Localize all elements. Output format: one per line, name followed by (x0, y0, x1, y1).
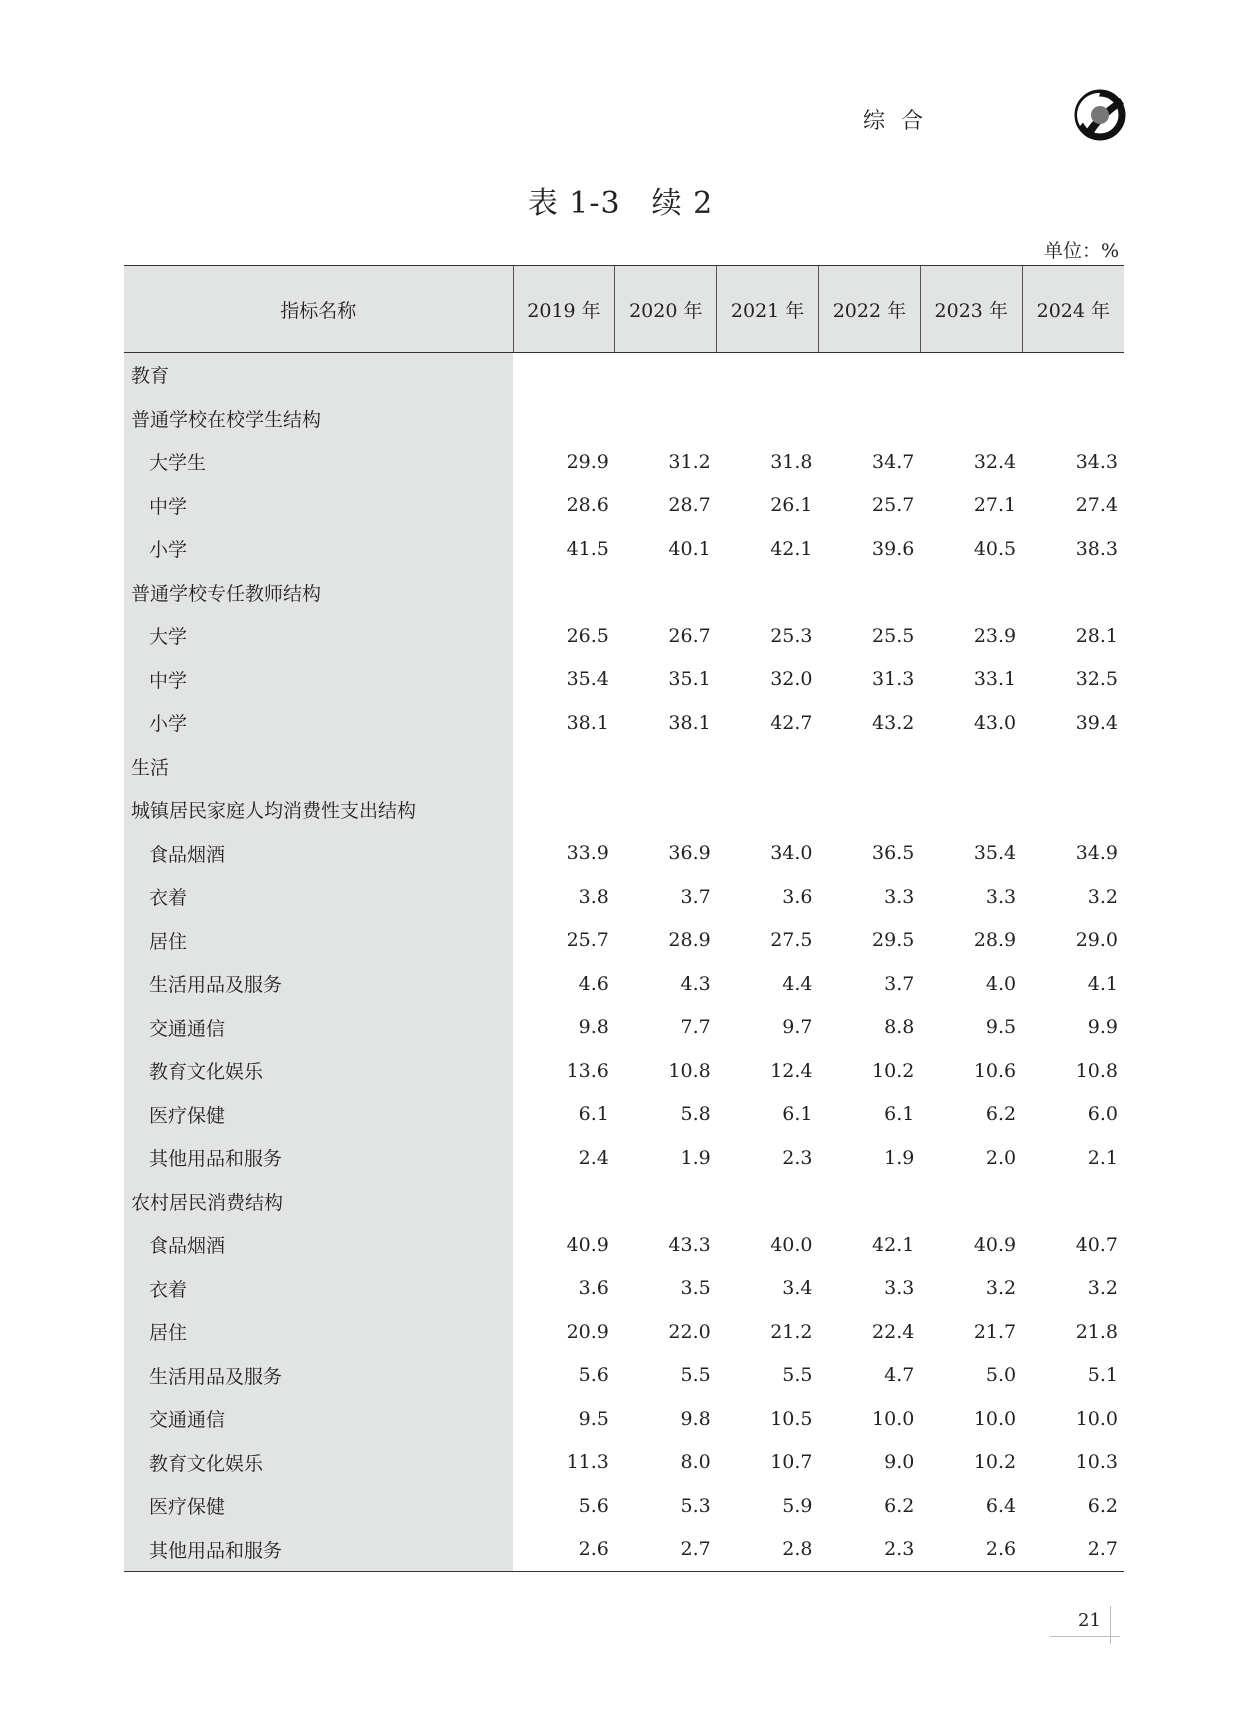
row-value (920, 745, 1022, 789)
row-value: 2.0 (985, 1146, 1017, 1169)
row-value (615, 1180, 717, 1224)
row-value: 3.3 (884, 1277, 915, 1300)
row-value: 3.2 (1087, 1277, 1118, 1300)
column-header-2021: 2021 年 (717, 266, 819, 353)
row-value: 9.7 (782, 1016, 813, 1039)
table-row (124, 1310, 1124, 1354)
row-value (920, 397, 1022, 441)
row-value: 9.8 (680, 1407, 711, 1430)
table-row (124, 1484, 1124, 1528)
row-value: 31.2 (668, 450, 711, 473)
row-value: 4.4 (782, 972, 813, 995)
row-value: 2.7 (615, 1528, 717, 1572)
row-value: 28.6 (566, 494, 609, 517)
row-value: 6.1 (782, 1103, 813, 1126)
row-value: 10.2 (973, 1451, 1017, 1474)
row-value: 42.1 (872, 1233, 915, 1256)
row-label: 交通通信 (124, 1397, 513, 1441)
row-value: 10.0 (973, 1407, 1017, 1430)
row-value: 26.1 (770, 494, 813, 517)
row-value (1022, 1180, 1124, 1224)
row-value: 7.7 (680, 1016, 711, 1039)
table-row (124, 527, 1124, 571)
column-header-2023: 2023 年 (920, 266, 1022, 353)
row-value (819, 1180, 921, 1224)
table-row (124, 658, 1124, 702)
row-value: 3.6 (578, 1277, 609, 1300)
row-value (920, 1180, 1022, 1224)
row-value (1022, 788, 1124, 832)
row-value: 3.3 (985, 885, 1017, 908)
row-value: 11.3 (566, 1451, 609, 1474)
row-value: 26.5 (566, 624, 609, 647)
row-value: 29.9 (566, 450, 609, 473)
row-value: 4.1 (1087, 972, 1118, 995)
table-group-row (124, 397, 1124, 441)
row-value: 3.4 (782, 1277, 813, 1300)
row-value (920, 353, 1022, 397)
row-value (819, 788, 921, 832)
table-row (124, 919, 1124, 963)
row-value: 34.7 (872, 450, 915, 473)
row-label: 衣着 (124, 1267, 513, 1311)
row-value: 21.8 (1075, 1320, 1118, 1343)
row-value: 13.6 (566, 1059, 609, 1082)
row-value: 34.3 (1075, 450, 1118, 473)
row-value: 20.9 (566, 1320, 609, 1343)
row-value: 5.0 (985, 1364, 1017, 1387)
row-value (819, 397, 921, 441)
row-value: 22.4 (872, 1320, 915, 1343)
row-value: 3.8 (578, 885, 609, 908)
row-value: 1.9 (884, 1146, 915, 1169)
row-value (1022, 571, 1124, 615)
row-value: 6.2 (985, 1103, 1017, 1126)
row-value: 5.5 (782, 1364, 813, 1387)
table-group-row (124, 353, 1124, 397)
row-value: 6.0 (1087, 1103, 1118, 1126)
row-value: 3.5 (680, 1277, 711, 1300)
row-label: 大学 (124, 614, 513, 658)
row-value: 2.7 (1022, 1528, 1124, 1572)
column-header-2020: 2020 年 (615, 266, 717, 353)
table-row (124, 1223, 1124, 1267)
row-value: 4.7 (884, 1364, 915, 1387)
row-value: 43.0 (973, 711, 1017, 734)
row-label: 食品烟酒 (124, 1223, 513, 1267)
row-label: 普通学校专任教师结构 (124, 571, 513, 615)
row-value: 4.0 (985, 972, 1017, 995)
row-value: 10.5 (770, 1407, 813, 1430)
row-value (1022, 397, 1124, 441)
row-value: 28.7 (668, 494, 711, 517)
row-value (819, 571, 921, 615)
table-title: 表 1-3 续 2 (527, 186, 714, 221)
row-value: 5.5 (680, 1364, 711, 1387)
row-value: 2.6 (513, 1528, 615, 1572)
stats-bureau-logo-icon (1070, 86, 1128, 144)
row-value: 43.2 (872, 711, 915, 734)
row-value: 32.4 (973, 450, 1017, 473)
row-value: 9.0 (884, 1451, 915, 1474)
row-label: 教育 (124, 353, 513, 397)
table-row (124, 1354, 1124, 1398)
row-value: 35.1 (668, 668, 711, 691)
table-row (124, 1397, 1124, 1441)
row-value: 10.8 (668, 1059, 711, 1082)
row-value: 31.3 (872, 668, 915, 691)
row-value: 25.5 (872, 624, 915, 647)
row-label: 城镇居民家庭人均消费性支出结构 (124, 788, 513, 832)
row-value: 10.8 (1075, 1059, 1118, 1082)
row-value: 3.7 (884, 972, 915, 995)
row-value: 10.0 (872, 1407, 915, 1430)
table-group-row (124, 745, 1124, 789)
row-value (1022, 745, 1124, 789)
row-value: 3.6 (782, 885, 813, 908)
row-value: 33.1 (973, 668, 1017, 691)
table-row (124, 832, 1124, 876)
row-label: 小学 (124, 701, 513, 745)
table-row (124, 1441, 1124, 1485)
row-value: 40.1 (668, 537, 711, 560)
row-label: 中学 (124, 658, 513, 702)
row-value (1022, 353, 1124, 397)
column-header-2019: 2019 年 (513, 266, 615, 353)
row-value: 29.5 (872, 929, 915, 952)
row-value: 43.3 (668, 1233, 711, 1256)
row-value: 27.1 (973, 494, 1017, 517)
row-value: 6.1 (578, 1103, 609, 1126)
row-value (920, 571, 1022, 615)
row-value: 6.1 (884, 1103, 915, 1126)
row-value (615, 745, 717, 789)
footer-tick (1110, 1606, 1111, 1644)
column-header-2024: 2024 年 (1022, 266, 1124, 353)
page-number: 21 (1078, 1610, 1101, 1631)
row-value: 3.7 (680, 885, 711, 908)
row-value (615, 788, 717, 832)
row-value: 2.1 (1087, 1146, 1118, 1169)
row-label: 中学 (124, 484, 513, 528)
row-value (717, 353, 819, 397)
row-value: 28.9 (668, 929, 711, 952)
row-value: 23.9 (973, 624, 1017, 647)
row-value: 36.9 (668, 842, 711, 865)
row-value: 6.2 (884, 1494, 915, 1517)
row-value: 3.3 (884, 885, 915, 908)
row-value: 10.6 (973, 1059, 1017, 1082)
row-value: 9.5 (578, 1407, 609, 1430)
row-label: 教育文化娱乐 (124, 1049, 513, 1093)
row-label: 普通学校在校学生结构 (124, 397, 513, 441)
row-label: 生活用品及服务 (124, 962, 513, 1006)
table-row (124, 1006, 1124, 1050)
row-value (717, 571, 819, 615)
row-value (819, 353, 921, 397)
row-label: 教育文化娱乐 (124, 1441, 513, 1485)
row-value: 34.9 (1075, 842, 1118, 865)
row-value: 40.7 (1075, 1233, 1118, 1256)
row-value (513, 745, 615, 789)
table-row (124, 701, 1124, 745)
data-table (124, 265, 1124, 1572)
row-value (920, 788, 1022, 832)
table-row (124, 875, 1124, 919)
row-value: 10.2 (872, 1059, 915, 1082)
row-value (819, 745, 921, 789)
row-value: 5.6 (578, 1364, 609, 1387)
row-label: 其他用品和服务 (124, 1528, 513, 1572)
row-label: 居住 (124, 919, 513, 963)
row-value (615, 397, 717, 441)
row-value: 5.1 (1087, 1364, 1118, 1387)
row-value: 28.1 (1075, 624, 1118, 647)
row-label: 小学 (124, 527, 513, 571)
row-value (717, 397, 819, 441)
row-value: 10.7 (770, 1451, 813, 1474)
row-value: 35.4 (566, 668, 609, 691)
row-value: 32.0 (770, 668, 813, 691)
row-value: 21.2 (770, 1320, 813, 1343)
row-value: 3.2 (985, 1277, 1017, 1300)
row-value: 38.1 (566, 711, 609, 734)
row-value (717, 745, 819, 789)
row-value: 31.8 (770, 450, 813, 473)
row-value: 2.4 (578, 1146, 609, 1169)
row-value: 9.8 (578, 1016, 609, 1039)
row-value: 25.3 (770, 624, 813, 647)
row-value: 2.3 (782, 1146, 813, 1169)
row-value: 35.4 (973, 842, 1017, 865)
row-value (717, 1180, 819, 1224)
row-value: 2.8 (717, 1528, 819, 1572)
unit-label: 单位：% (1043, 240, 1119, 262)
row-value: 38.3 (1075, 537, 1118, 560)
row-value: 9.9 (1087, 1016, 1118, 1039)
row-value: 42.7 (770, 711, 813, 734)
row-value (615, 353, 717, 397)
row-value: 40.5 (973, 537, 1017, 560)
row-label: 生活用品及服务 (124, 1354, 513, 1398)
row-value: 5.6 (578, 1494, 609, 1517)
table-row (124, 1136, 1124, 1180)
row-label: 交通通信 (124, 1006, 513, 1050)
row-value: 38.1 (668, 711, 711, 734)
table-row (124, 484, 1124, 528)
row-value: 5.8 (680, 1103, 711, 1126)
row-value: 22.0 (668, 1320, 711, 1343)
row-value: 25.7 (566, 929, 609, 952)
row-value: 39.4 (1075, 711, 1118, 734)
row-label: 大学生 (124, 440, 513, 484)
row-value: 42.1 (770, 537, 813, 560)
table-row (124, 1093, 1124, 1137)
row-value: 10.3 (1075, 1451, 1118, 1474)
row-label: 生活 (124, 745, 513, 789)
row-value: 6.4 (985, 1494, 1017, 1517)
table-body (124, 353, 1124, 1572)
row-label: 食品烟酒 (124, 832, 513, 876)
row-value: 5.9 (782, 1494, 813, 1517)
row-value (513, 397, 615, 441)
section-label: 综合 (862, 109, 939, 134)
row-value: 8.0 (680, 1451, 711, 1474)
column-header-indicator: 指标名称 (124, 266, 513, 353)
table-group-row (124, 788, 1124, 832)
row-value: 39.6 (872, 537, 915, 560)
row-value: 32.5 (1075, 668, 1118, 691)
table-row (124, 962, 1124, 1006)
row-value: 26.7 (668, 624, 711, 647)
row-value: 25.7 (872, 494, 915, 517)
row-value (513, 353, 615, 397)
row-value: 29.0 (1075, 929, 1118, 952)
row-value: 40.9 (566, 1233, 609, 1256)
row-value: 6.2 (1087, 1494, 1118, 1517)
row-value: 33.9 (566, 842, 609, 865)
row-value: 40.9 (973, 1233, 1017, 1256)
row-value: 12.4 (770, 1059, 813, 1082)
row-value: 21.7 (973, 1320, 1017, 1343)
row-value (513, 571, 615, 615)
row-value: 2.6 (920, 1528, 1022, 1572)
row-label: 农村居民消费结构 (124, 1180, 513, 1224)
table-header-row (124, 266, 1124, 353)
row-value (513, 788, 615, 832)
table-row (124, 1267, 1124, 1311)
row-label: 医疗保健 (124, 1093, 513, 1137)
table-row (124, 614, 1124, 658)
column-header-2022: 2022 年 (819, 266, 921, 353)
table-row (124, 440, 1124, 484)
table-row (124, 1528, 1124, 1572)
row-label: 医疗保健 (124, 1484, 513, 1528)
row-value: 1.9 (680, 1146, 711, 1169)
table-group-row (124, 571, 1124, 615)
row-value: 28.9 (973, 929, 1017, 952)
table-row (124, 1049, 1124, 1093)
row-label: 衣着 (124, 875, 513, 919)
row-value: 2.3 (819, 1528, 921, 1572)
row-label: 居住 (124, 1310, 513, 1354)
row-value: 10.0 (1075, 1407, 1118, 1430)
row-value: 4.3 (680, 972, 711, 995)
row-value: 36.5 (872, 842, 915, 865)
row-value: 5.3 (680, 1494, 711, 1517)
row-value: 8.8 (884, 1016, 915, 1039)
row-value: 4.6 (578, 972, 609, 995)
row-value (615, 571, 717, 615)
row-value: 34.0 (770, 842, 813, 865)
row-value: 27.5 (770, 929, 813, 952)
row-value: 41.5 (566, 537, 609, 560)
row-value: 9.5 (985, 1016, 1017, 1039)
row-label: 其他用品和服务 (124, 1136, 513, 1180)
row-value: 40.0 (770, 1233, 813, 1256)
row-value (513, 1180, 615, 1224)
row-value (717, 788, 819, 832)
table-group-row (124, 1180, 1124, 1224)
row-value: 3.2 (1087, 885, 1118, 908)
row-value: 27.4 (1075, 494, 1118, 517)
